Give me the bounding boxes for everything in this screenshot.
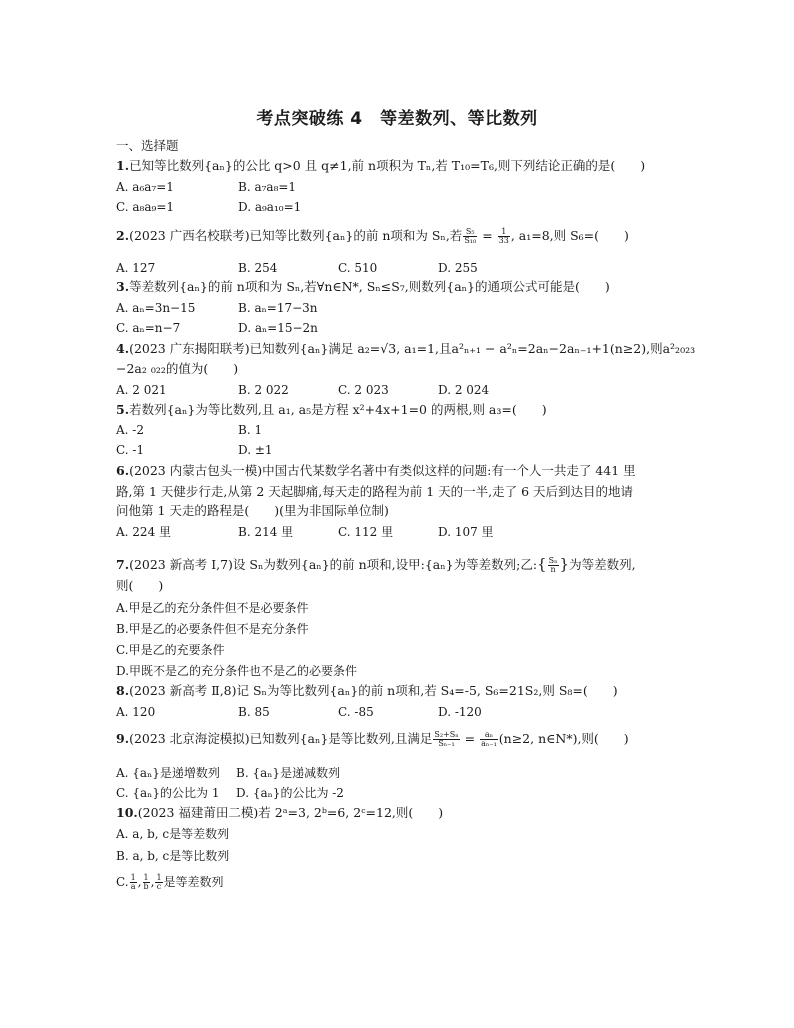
question-number: 3.	[116, 279, 130, 294]
option-c: C. 510	[338, 261, 378, 275]
option-a: A. a, b, c是等差数列	[116, 827, 230, 841]
page-title: 考点突破练 4 等差数列、等比数列	[256, 109, 538, 129]
option-b: B. 1	[238, 423, 263, 437]
option-d: D. {aₙ}的公比为 -2	[236, 786, 344, 800]
option-d: D. 255	[438, 261, 478, 275]
question-number: 8.	[116, 683, 130, 698]
question-2: 2.(2023 广西名校联考)已知等比数列{aₙ}的前 n项和为 Sₙ,若 $\frac{\text{S₅}}{\text{S₁₀}}$ = $\frac{1}{33}$ , a₁=8,则 S₆=( )	[116, 227, 629, 245]
option-b: B. 254	[238, 261, 278, 275]
question-number: 4.	[116, 341, 130, 356]
option-a: A. a₆a₇=1	[116, 180, 174, 194]
question-3	[116, 279, 610, 295]
fraction: $\frac{\text{Sₙ}}{n}$	[548, 556, 558, 574]
fraction: $\frac{1}{b}$	[143, 873, 149, 891]
option-c: C. {aₙ}的公比为 1	[116, 786, 220, 800]
question-number: 9.	[116, 731, 130, 746]
question-stem: 若数列{aₙ}为等比数列,且 a₁, a₅是方程 x²+4x+1=0 的两根,则 a₃=( )	[129, 402, 547, 417]
option-b: B. {aₙ}是递减数列	[236, 766, 341, 780]
option-c: C. -1	[116, 443, 145, 457]
option-b: B. 214 里	[238, 525, 294, 539]
question-stem: (2023 北京海淀模拟)已知数列{aₙ}是等比数列,且满足	[129, 731, 433, 746]
option-c: C. 2 023	[338, 383, 389, 397]
question-10	[116, 805, 443, 821]
question-stem: (2023 广西名校联考)已知等比数列{aₙ}的前 n项和为 Sₙ,若	[129, 228, 463, 243]
question-7: 7.(2023 新高考 Ⅰ,7)设 Sₙ为数列{aₙ}的前 n项和,设甲:{aₙ}为等差数列;乙:{ $\frac{\text{Sₙ}}{n}$ }为等差数列,	[116, 555, 636, 574]
fraction: $\frac{1}{a}$	[130, 873, 136, 891]
option-b: B. 2 022	[238, 383, 289, 397]
question-stem: (2023 广东揭阳联考)已知数列{aₙ}满足 a₂=√3, a₁=1,且a²ₙ₊₁ − a²ₙ=2aₙ−2aₙ₋₁+1(n≥2),则a²₂₀₂₃	[129, 341, 696, 356]
option-d: D. -120	[438, 705, 482, 719]
option-d: D. a₉a₁₀=1	[238, 200, 302, 214]
option-b: B. a, b, c是等比数列	[116, 849, 230, 863]
option-c: C. -85	[338, 705, 374, 719]
option-d: D. 107 里	[438, 525, 494, 539]
question-number: 6.	[116, 463, 130, 478]
option-a: A. 224 里	[116, 525, 172, 539]
section-heading: 一、选择题	[116, 138, 179, 153]
option-a: A. {aₙ}是递增数列	[116, 766, 220, 780]
question-6	[116, 463, 636, 479]
option-c: C.甲是乙的充要条件	[116, 643, 225, 657]
option-a: A. 2 021	[116, 383, 167, 397]
question-stem: 已知等比数列{aₙ}的公比 q>0 且 q≠1,前 n项积为 Tₙ,若 T₁₀=T₆,则下列结论正确的是( )	[129, 158, 646, 173]
question-number: 2.	[116, 228, 130, 243]
option-c: C. aₙ=n−7	[116, 321, 181, 335]
option-a: A.甲是乙的充分条件但不是必要条件	[116, 601, 309, 615]
question-number: 10.	[116, 805, 138, 820]
question-stem: (2023 新高考 Ⅰ,7)设 Sₙ为数列{aₙ}的前 n项和,设甲:{aₙ}为等差数列;乙:	[129, 557, 538, 572]
option-c: C. a₈a₉=1	[116, 200, 175, 214]
question-1	[116, 158, 645, 174]
option-a: A. 120	[116, 705, 156, 719]
option-b: B. aₙ=17−3n	[238, 301, 318, 315]
question-8	[116, 683, 618, 699]
fraction: $\frac{1}{33}$	[498, 227, 509, 245]
option-c: C. 112 里	[338, 525, 394, 539]
option-a: A. 127	[116, 261, 156, 275]
option-d: D. aₙ=15−2n	[238, 321, 318, 335]
question-7-line-2: 则( )	[116, 578, 164, 593]
fraction: $\frac{\text{S₂+Sₙ}}{\text{Sₙ₋₁}}$	[434, 730, 459, 748]
question-number: 1.	[116, 158, 130, 173]
question-9: 9.(2023 北京海淀模拟)已知数列{aₙ}是等比数列,且满足 $\frac{\text{S₂+Sₙ}}{\text{Sₙ₋₁}}$ = $\frac{\text{aₙ}}{\text{aₙ₋₁}}$ (n≥2, n∈N*),则( )	[116, 730, 629, 748]
option-b: B. 85	[238, 705, 270, 719]
option-b: B.甲是乙的必要条件但不是充分条件	[116, 622, 309, 636]
option-b: B. a₇a₈=1	[238, 180, 297, 194]
option-d: D. 2 024	[438, 383, 490, 397]
option-a: A. aₙ=3n−15	[116, 301, 196, 315]
question-4-line-2: −2a₂ ₀₂₂的值为( )	[116, 361, 239, 376]
question-stem: (2023 内蒙古包头一模)中国古代某数学名著中有类似这样的问题:有一个人一共走了 441 里	[129, 463, 636, 478]
fraction: $\frac{\text{aₙ}}{\text{aₙ₋₁}}$	[481, 730, 497, 748]
question-number: 5.	[116, 402, 130, 417]
question-4	[116, 341, 695, 357]
question-5	[116, 402, 547, 418]
question-stem: 等差数列{aₙ}的前 n项和为 Sₙ,若∀n∈N*, Sₙ≤S₇,则数列{aₙ}的通项公式可能是( )	[129, 279, 610, 294]
question-6-line-2: 路,第 1 天健步行走,从第 2 天起脚痛,每天走的路程为前 1 天的一半,走了 6 天后到达目的地请	[116, 484, 633, 499]
option-d: D.甲既不是乙的充分条件也不是乙的必要条件	[116, 664, 358, 678]
question-6-line-3: 问他第 1 天走的路程是( )(里为非国际单位制)	[116, 503, 389, 518]
option-a: A. -2	[116, 423, 144, 437]
option-d: D. ±1	[238, 443, 273, 457]
fraction: $\frac{1}{c}$	[156, 873, 162, 891]
fraction: $\frac{\text{S₅}}{\text{S₁₀}}$	[464, 227, 477, 245]
question-stem: (2023 新高考 Ⅱ,8)记 Sₙ为等比数列{aₙ}的前 n项和,若 S₄=-5, S₆=21S₂,则 S₈=( )	[129, 683, 618, 698]
question-stem: (2023 福建莆田二模)若 2ᵃ=3, 2ᵇ=6, 2ᶜ=12,则( )	[137, 805, 444, 820]
option-c: C. $\frac{1}{a}$ , $\frac{1}{b}$ , $\frac{1}{c}$ 是等差数列	[116, 873, 224, 891]
question-number: 7.	[116, 557, 130, 572]
